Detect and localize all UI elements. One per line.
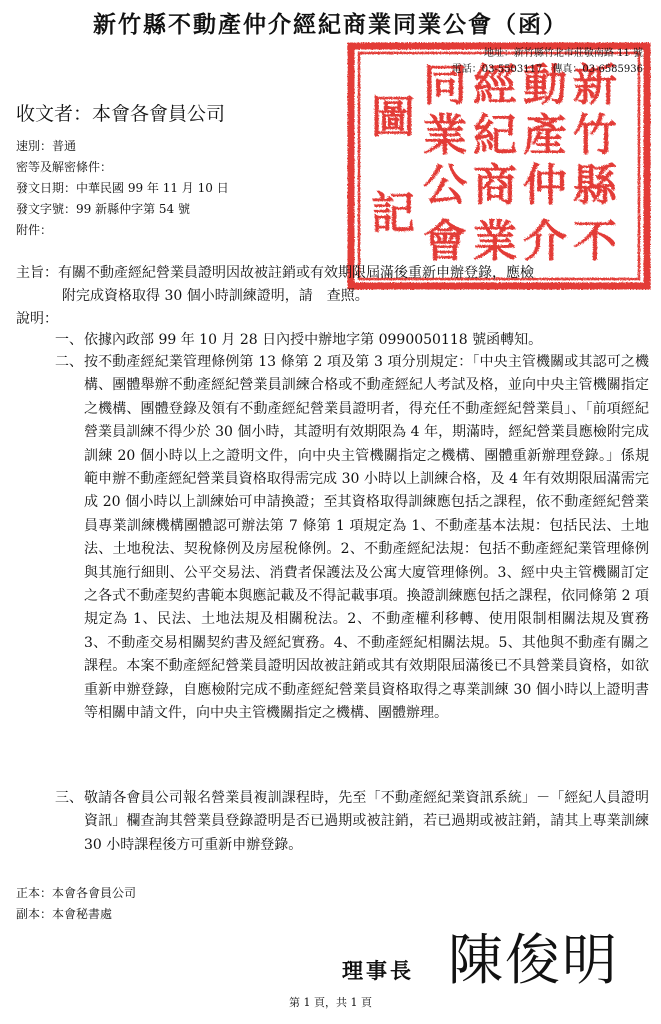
official-seal-stamp <box>345 42 655 290</box>
svg-text:會: 會 <box>423 216 467 267</box>
item-text: 敬請各會員公司報名營業員複訓課程時，先至「不動產經紀業資訊系統」－「經紀人員證明資訊」欄查詢其營業員登錄證明是否已過期或被註銷，若已過期或被註銷，請其上專業訓練 30 小時課程後方可重新申辦登錄。 <box>84 790 649 853</box>
svg-text:產: 產 <box>523 110 567 161</box>
subject-label: 主旨： <box>16 265 58 281</box>
svg-text:不: 不 <box>573 216 617 267</box>
svg-text:同: 同 <box>423 60 467 111</box>
svg-text:介: 介 <box>523 216 567 267</box>
subject-line-2: 附完成資格取得 30 個小時訓練證明，請 查照。 <box>62 288 369 304</box>
item-number: 一、 <box>55 332 83 348</box>
secrecy-field: 密等及解密條件： <box>16 160 113 174</box>
letterhead-phone-fax: 電話：03-5503117 傳真：03-6585936 <box>451 64 643 75</box>
svg-text:新: 新 <box>573 60 617 111</box>
explanation-label: 說明： <box>16 311 58 327</box>
item-text: 按不動產經紀業管理條例第 13 條第 2 項及第 3 項分別規定：「中央主管機關或其認可之機構、團體舉辦不動產經紀營業員訓練合格或不動產經紀人考試及格，並向中央主管機關指定之機構、團體登錄及領有不動產經紀營業員證明者，得充任不動產經紀營業員」、「前項經紀營業員訓練不得少於 30 個小時，其證明有效期限為 4 年，期滿時，經紀營業員應檢附完成訓練 20 個小時以上之證明文件，向中央主管機關指定之機構、團體重新辦理登錄。」係規範申辦不動產經紀營業員資格取得需完成 30 小時以上訓練合格，及 4 年有效期限屆滿需完成 20 個小時以上訓練始可申請換證；至其資格取得訓練應包括之課程，依不動產經紀營業員專業訓練機構團體認可辦法第 7 條第 1 項規定為 1、不動產基本法規：包括民法、土地法、土地稅法、契稅條例及房屋稅條例。2、不動產經紀法規：包括不動產經紀業管理條例與其施行細則、公平交易法、消費者保護法及公寓大廈管理條例。3、經中央主管機關訂定之各式不動產契約書範本與應記載及不得記載事項。換證訓練應包括之課程，依同條第 2 項規定為 1、民法、土地法規及相關稅法。2、不動產權利移轉、使用限制相關法規及實務 3、不動產交易相關契約書及經紀實務。4、不動產經紀相關法規。5、其他與不動產有關之課程。本案不動產經紀營業員證明因故被註銷或其有效期限屆滿後已不具營業員資格，如欲重新申辦登錄，自應檢附完成不動產經紀營業員資格取得之專業訓練 30 個小時以上證明書等相關申請文件，向中央主管機關指定之機構、團體辦理。 <box>84 354 649 722</box>
explanation-item-1 <box>55 329 644 352</box>
explanation-item-3 <box>55 787 649 857</box>
issue-date-field: 發文日期：中華民國 99 年 11 月 10 日 <box>16 181 229 195</box>
svg-text:紀: 紀 <box>473 110 517 161</box>
explanation-item-2 <box>55 351 649 726</box>
subject-line-1: 有關不動產經紀營業員證明因故被註銷或有效期限屆滿後重新申辦登錄，應檢 <box>58 265 534 281</box>
svg-text:業: 業 <box>473 216 517 267</box>
svg-text:商: 商 <box>473 160 517 211</box>
svg-text:公: 公 <box>423 160 467 211</box>
duplicate-copy-line: 副本：本會秘書處 <box>16 907 113 921</box>
svg-text:縣: 縣 <box>573 160 617 211</box>
item-text: 依據內政部 99 年 10 月 28 日內授中辦地字第 0990050118 號函轉知。 <box>84 332 543 348</box>
page-number: 第 1 頁，共 1 頁 <box>289 996 372 1009</box>
item-number: 二、 <box>55 354 83 370</box>
speed-field: 速別：普通 <box>16 139 77 153</box>
svg-text:記: 記 <box>371 188 415 239</box>
svg-text:竹: 竹 <box>573 110 617 161</box>
attachment-field: 附件： <box>16 223 53 237</box>
original-copy-line: 正本：本會各會員公司 <box>16 886 137 900</box>
subject-block <box>16 262 656 308</box>
recipient-line: 收文者：本會各會員公司 <box>16 103 226 125</box>
svg-text:仲: 仲 <box>523 160 567 211</box>
svg-text:業: 業 <box>423 110 467 161</box>
svg-text:經: 經 <box>473 60 517 111</box>
letter-title: 新竹縣不動產仲介經紀商業同業公會（函） <box>93 11 568 38</box>
item-number: 三、 <box>55 790 83 806</box>
svg-text:圖: 圖 <box>371 92 415 143</box>
letterhead-address: 地址：新竹縣竹北市莊敬南路 11 號 <box>483 48 643 59</box>
document-number-field: 發文字號：99 新縣仲字第 54 號 <box>16 202 190 216</box>
svg-text:動: 動 <box>523 60 567 111</box>
chairman-title: 理事長 <box>342 958 414 983</box>
chairman-name-stamp: 陳俊明 <box>448 928 620 992</box>
